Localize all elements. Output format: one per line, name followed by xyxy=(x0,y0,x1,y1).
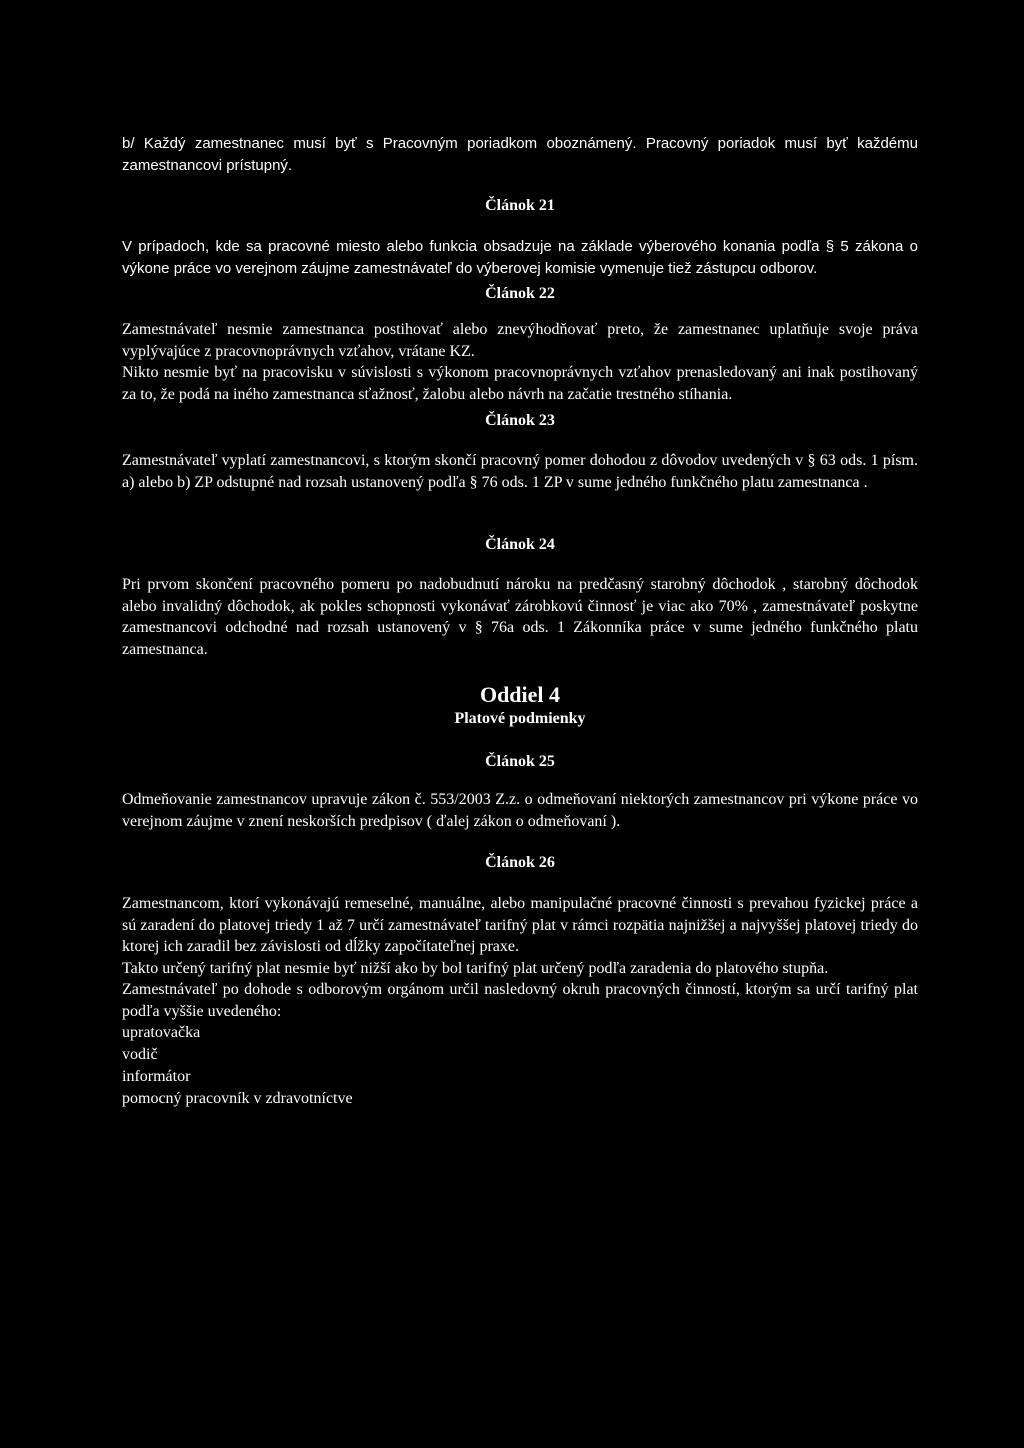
article-26-text-3: Zamestnávateľ po dohode s odborovým orgánom určil nasledovný okruh pracovných činností, ktorým sa určí tarifný plat podľa vyššie uvedeného: xyxy=(122,981,918,1020)
article-26-text-2: Takto určený tarifný plat nesmie byť nižší ako by bol tarifný plat určený podľa zaradenia do platového stupňa. xyxy=(122,959,829,977)
list-item: pomocný pracovník v zdravotníctve xyxy=(122,1090,353,1107)
article-21-heading: Článok 21 xyxy=(485,197,555,214)
list-item: upratovačka xyxy=(122,1024,201,1041)
article-26-heading: Článok 26 xyxy=(485,854,555,871)
article-22-heading: Článok 22 xyxy=(485,285,555,302)
article-23-heading: Článok 23 xyxy=(485,412,555,429)
article-24-heading: Článok 24 xyxy=(485,536,555,553)
document-page xyxy=(122,133,918,1110)
article-21-text: V prípadoch, kde sa pracovné miesto alebo funkcia obsadzuje na základe výberového konania podľa § 5 zákona o výkone práce vo verejnom záujme zamestnávateľ do výberovej komisie vymenuje tiež zástupcu odborov. xyxy=(122,238,918,277)
section-title: Oddiel 4 xyxy=(479,682,561,707)
article-24-text: Pri prvom skončení pracovného pomeru po nadobudnutí nároku na predčasný starobný dôchodok , starobný dôchodok alebo invalidný dôchodok, ak pokles schopnosti vykonávať zárobkovú činnosť je viac ako 70% , zamestnávateľ poskytne zamestnancovi odchodné nad rozsah ustanovený v § 76a ods. 1 Zákonníka práce v sume jedného funkčného platu zamestnanca. xyxy=(122,576,918,658)
article-23-text: Zamestnávateľ vyplatí zamestnancovi, s ktorým skončí pracovný pomer dohodou z dôvodov uvedených v § 63 ods. 1 písm. a) alebo b) ZP odstupné nad rozsah ustanovený podľa § 76 ods. 1 ZP v sume jedného funkčného platu zamestnanca . xyxy=(122,452,918,491)
section-subtitle: Platové podmienky xyxy=(454,710,586,727)
article-25-text: Odmeňovanie zamestnancov upravuje zákon č. 553/2003 Z.z. o odmeňovaní niektorých zamestnancov pri výkone práce vo verejnom záujme v znení neskorších predpisov ( ďalej zákon o odmeňovaní ). xyxy=(122,791,918,830)
article-26-text-1: Zamestnancom, ktorí vykonávajú remeselné, manuálne, alebo manipulačné pracovné činnosti s prevahou fyzickej práce a sú zaradení do platovej triedy 1 až 7 určí zamestnávateľ tarifný plat v rámci rozpätia najnižšej a najvyššej platovej triedy do ktorej ich zaradil bez závislosti od dĺžky započítateľnej praxe. xyxy=(122,895,918,955)
article-25-heading: Článok 25 xyxy=(485,753,555,770)
article-22-text-1: Zamestnávateľ nesmie zamestnanca postihovať alebo znevýhodňovať preto, že zamestnanec uplatňuje svoje práva vyplývajúce z pracovnoprávnych vzťahov, vrátane KZ. xyxy=(122,321,918,360)
article-22-text-2: Nikto nesmie byť na pracovisku v súvislosti s výkonom pracovnoprávnych vzťahov prenasledovaný ani inak postihovaný za to, že podá na iného zamestnanca sťažnosť, žalobu alebo návrh na začatie trestného stíhania. xyxy=(122,364,918,403)
list-item: vodič xyxy=(122,1046,158,1063)
job-list xyxy=(122,1022,918,1110)
paragraph-b: b/ Každý zamestnanec musí byť s Pracovným poriadkom oboznámený. Pracovný poriadok musí byť každému zamestnancovi prístupný. xyxy=(122,135,918,174)
list-item: informátor xyxy=(122,1068,191,1085)
